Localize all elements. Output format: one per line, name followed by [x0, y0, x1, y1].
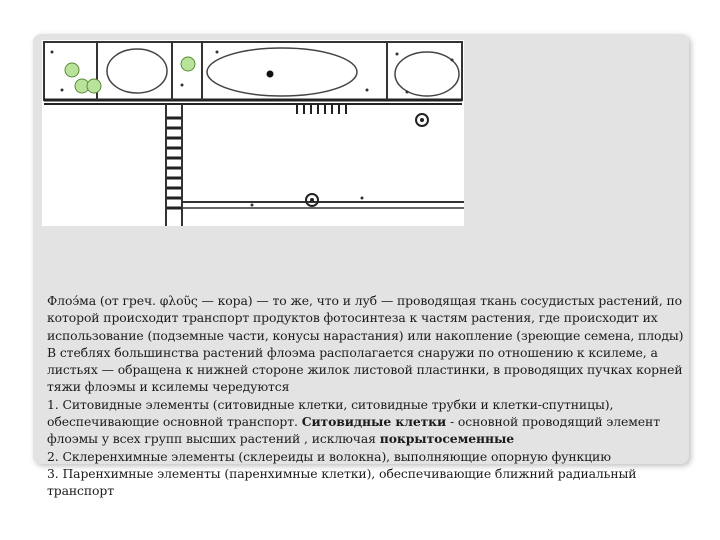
- definition-body: (от греч. φλοῦς — кора) — то же, что и луб — проводящая ткань сосудистых растений, по которой происходит транспорт продуктов фотосинтеза к частям растения, где происходит их использование (подземные части, конусы нарастания) или накопление (зреющие семена, плоды) В стеблях большинства растений флоэма располагается снаружи по отношению к ксилеме, а листьях — обращена к нижней стороне жилок листовой пластинки, в проводящих пучках корней тяжи флоэмы и ксилемы чередуются: [47, 293, 684, 395]
- phloem-description: [47, 292, 687, 500]
- list-item-sclerenchyma: 2. Склеренхимные элементы (склереиды и волокна), выполняющие опорную функцию: [47, 448, 611, 464]
- list-item-sieve-elements: [47, 396, 687, 448]
- definition-paragraph: [47, 292, 687, 396]
- phloem-illustration: [42, 40, 464, 226]
- list-item-parenchyma: 3. Паренхимные элементы (паренхимные клетки), обеспечивающие ближний радиальный транспорт: [47, 465, 637, 499]
- item-1-bold: Ситовидные клетки: [301, 414, 447, 430]
- term-flоema: Флоэ́ма: [47, 293, 96, 308]
- item-1-bold2: покрытосеменные: [379, 431, 515, 447]
- item-1-text: 1. Ситовидные элементы (ситовидные клетки, ситовидные трубки и клетки-спутницы), обеспечивающие основной транспорт.: [47, 396, 614, 430]
- item-1-text2: - основной проводящий элемент флоэмы у всех групп высших растений , исключая: [47, 414, 660, 447]
